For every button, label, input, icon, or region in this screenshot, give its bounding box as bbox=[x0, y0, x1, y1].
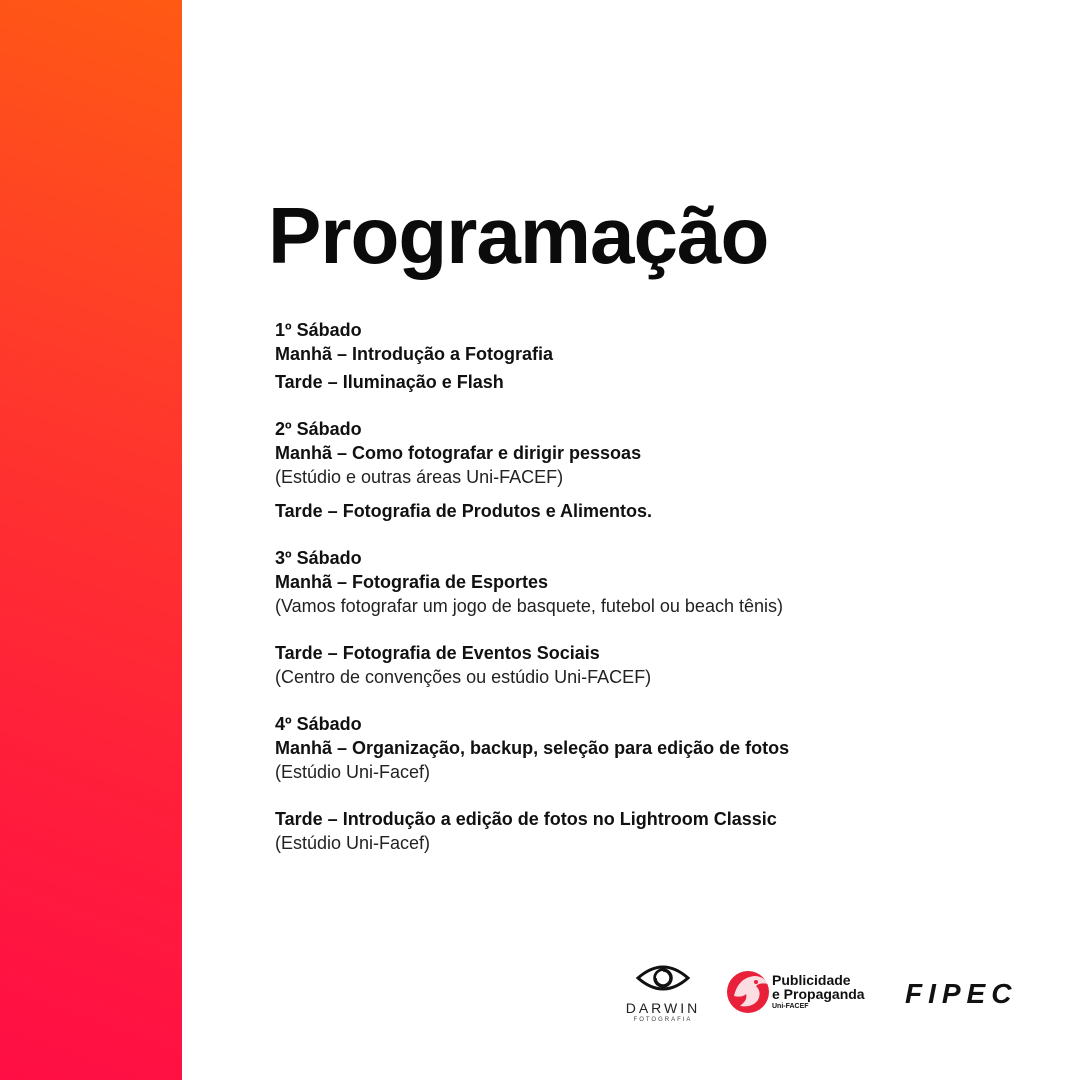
bird-icon bbox=[724, 966, 772, 1016]
page-title: Programação bbox=[268, 191, 769, 280]
eye-icon bbox=[635, 960, 691, 996]
session-line: Manhã – Fotografia de Esportes bbox=[275, 572, 549, 592]
session-line: Tarde – Introdução a edição de fotos no Lightroom Classic bbox=[275, 809, 777, 829]
day-heading: 4º Sábado bbox=[275, 714, 362, 734]
session-line: Tarde – Iluminação e Flash bbox=[275, 372, 504, 392]
gradient-side-bar bbox=[0, 0, 182, 1080]
session-note: (Vamos fotografar um jogo de basquete, futebol ou beach tênis) bbox=[275, 596, 783, 616]
session-line: Tarde – Fotografia de Eventos Sociais bbox=[275, 643, 600, 663]
session-note: (Estúdio e outras áreas Uni-FACEF) bbox=[275, 467, 564, 487]
fipec-logo: FIPEC bbox=[905, 978, 1018, 1009]
session-note: (Centro de convenções ou estúdio Uni-FACEF) bbox=[275, 667, 652, 687]
pp-line-3: Uni-FACEF bbox=[772, 1003, 809, 1010]
schedule-list bbox=[275, 318, 975, 855]
session-line: Manhã – Organização, backup, seleção para edição de fotos bbox=[275, 738, 790, 758]
day-heading: 1º Sábado bbox=[275, 320, 362, 340]
darwin-logo bbox=[620, 960, 706, 1023]
sponsor-logos bbox=[620, 958, 1040, 1038]
session-note: (Estúdio Uni-Facef) bbox=[275, 833, 431, 853]
darwin-subtitle: FOTOGRAFIA bbox=[633, 1017, 693, 1023]
pp-line-1: Publicidade bbox=[772, 972, 851, 988]
session-line: Manhã – Introdução a Fotografia bbox=[275, 344, 554, 364]
day-heading: 2º Sábado bbox=[275, 419, 362, 439]
darwin-wordmark: DARWIN bbox=[625, 1000, 701, 1016]
session-line: Tarde – Fotografia de Produtos e Alimentos. bbox=[275, 501, 653, 521]
day-heading: 3º Sábado bbox=[275, 548, 362, 568]
session-line: Manhã – Como fotografar e dirigir pessoas bbox=[275, 443, 642, 463]
session-note: (Estúdio Uni-Facef) bbox=[275, 762, 431, 782]
publicidade-propaganda-logo bbox=[724, 966, 884, 1016]
pp-line-2: e Propaganda bbox=[772, 986, 865, 1002]
